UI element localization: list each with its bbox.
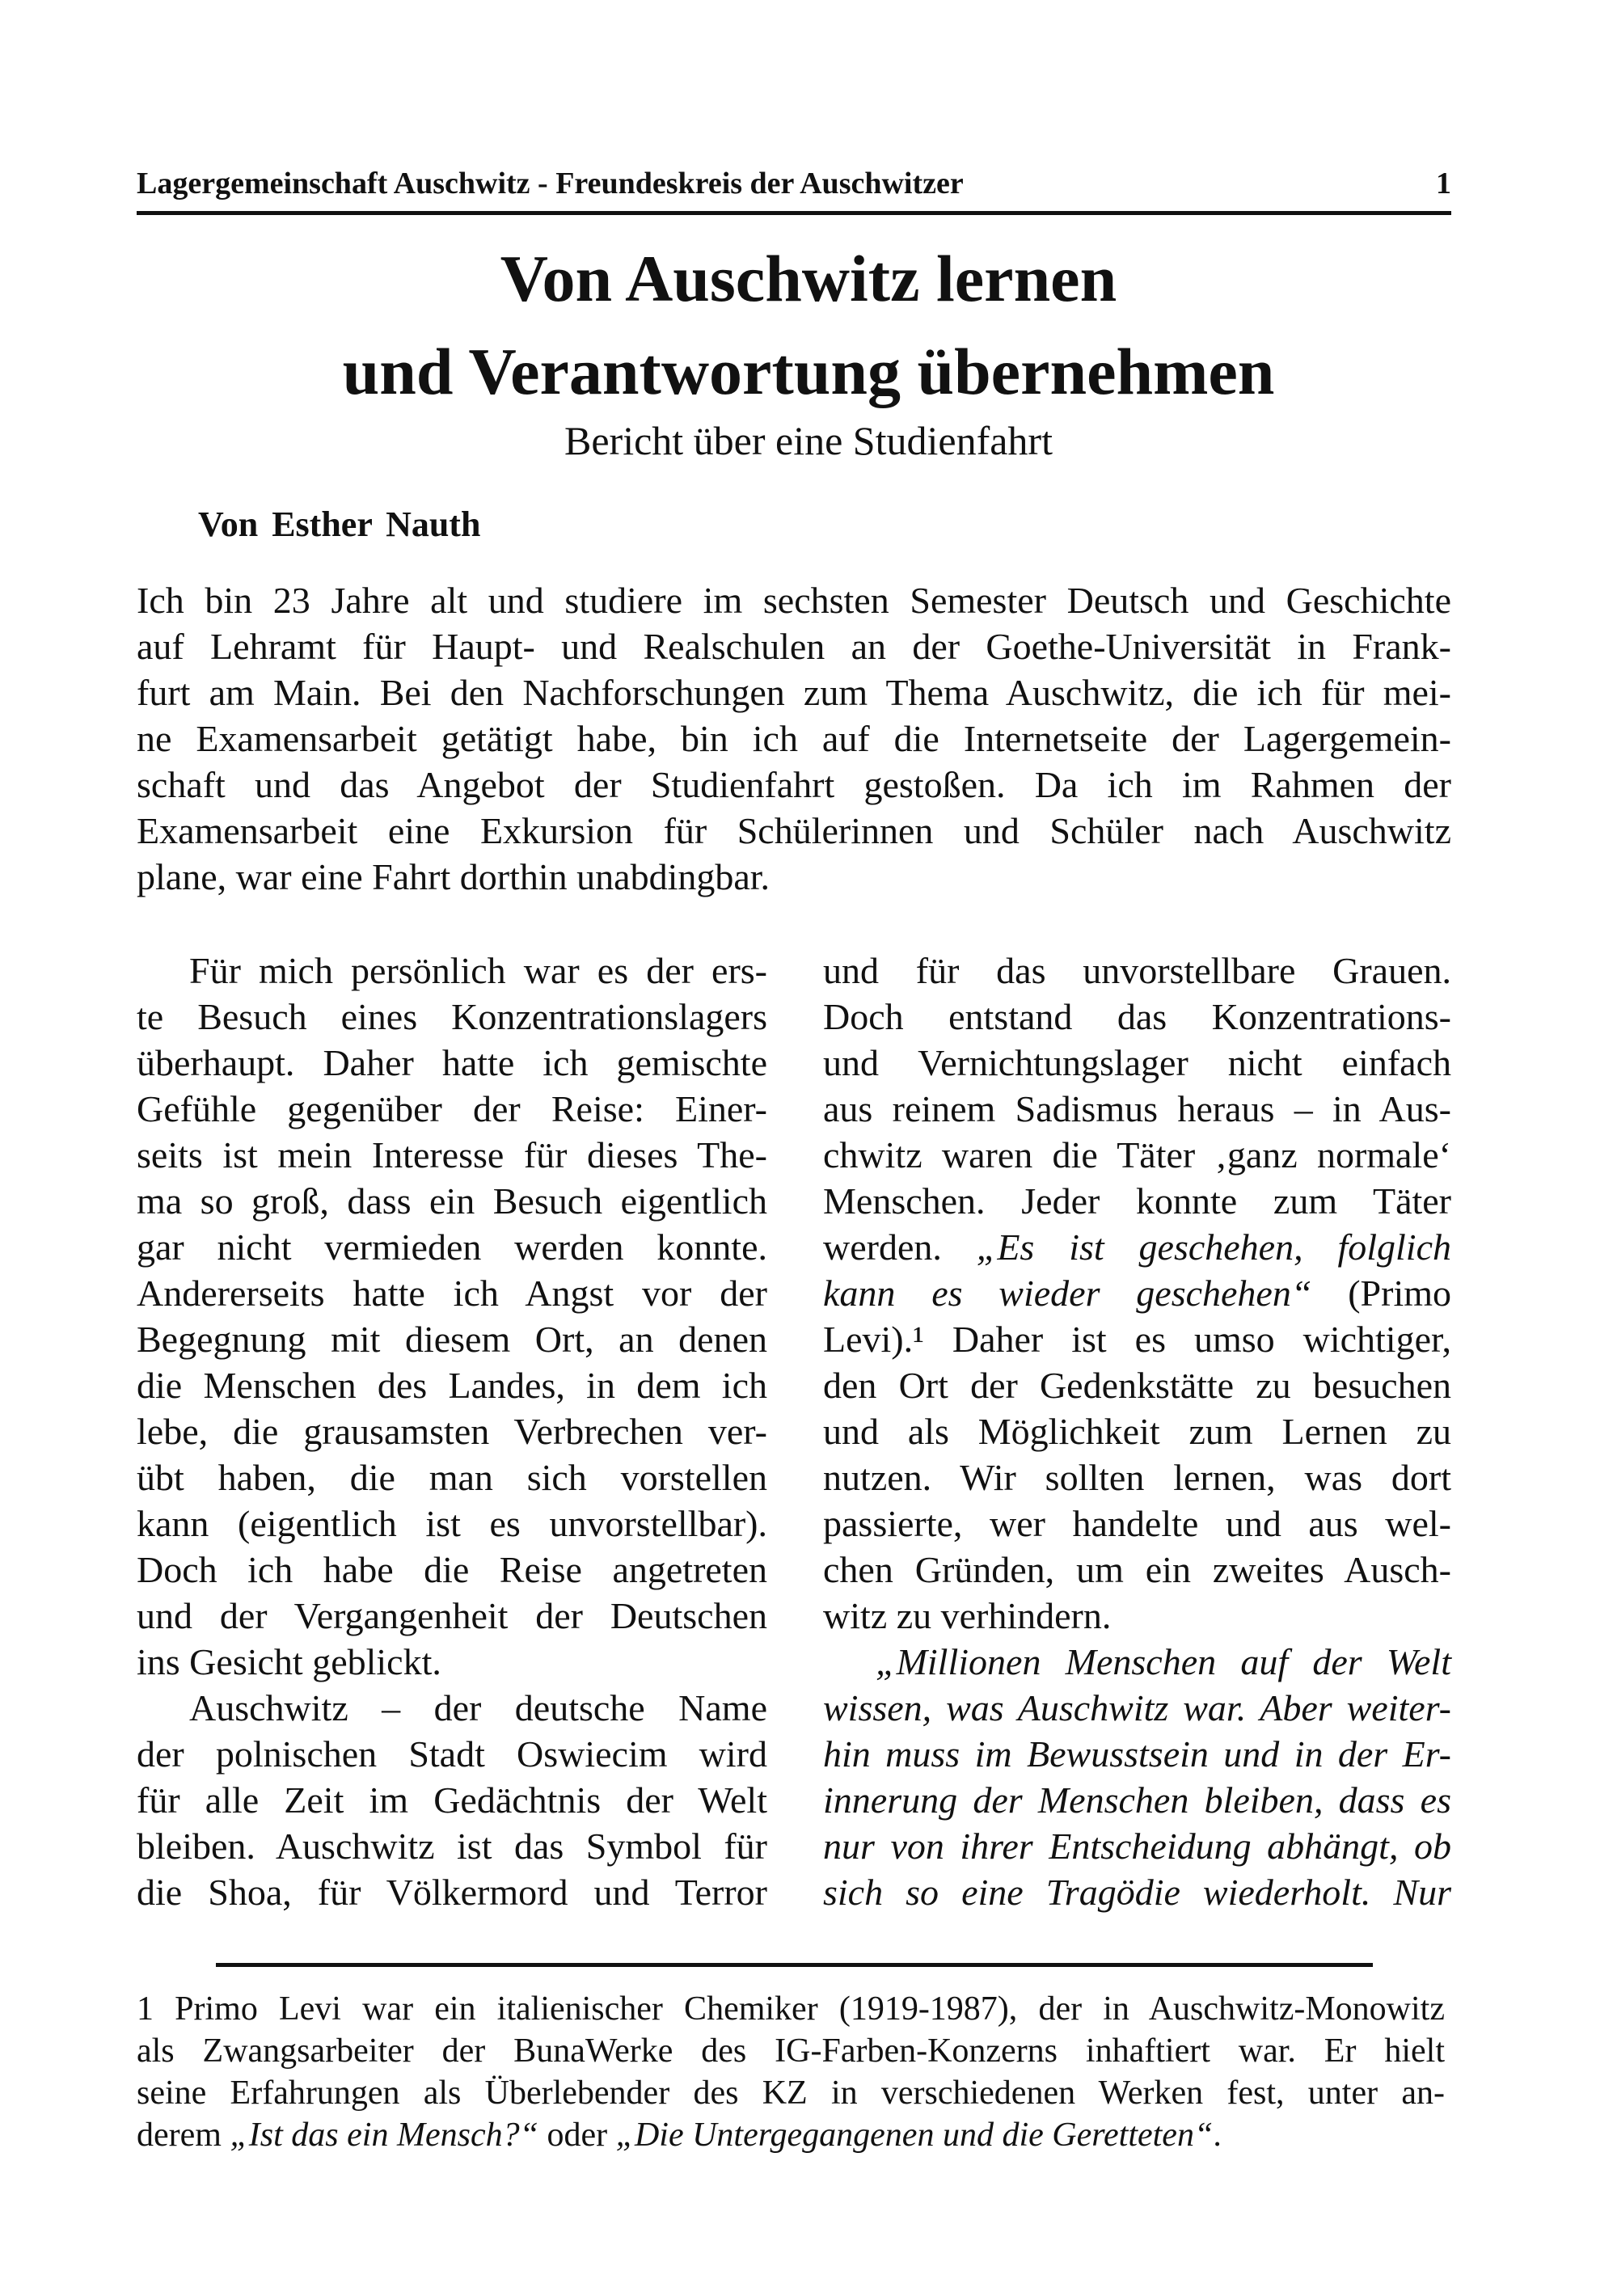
left-column	[137, 948, 767, 1915]
text-line	[823, 1224, 1451, 1270]
text-line	[137, 577, 1451, 623]
italic-text: sich so eine Tragödie wiederholt. Nur	[823, 1872, 1451, 1913]
text-line	[823, 1547, 1451, 1593]
text-segment: bleiben. Auschwitz ist das Symbol für	[137, 1825, 767, 1867]
article-title-line-2: und Verantwortung übernehmen	[342, 335, 1275, 408]
text-segment: (Primo	[1311, 1273, 1451, 1314]
text-line	[137, 1731, 767, 1777]
text-segment: plane, war eine Fahrt dorthin unabdingbar.	[137, 856, 771, 897]
text-segment: Levi).¹ Daher ist es umso wichtiger,	[823, 1319, 1451, 1360]
intro-paragraph	[137, 577, 1451, 900]
text-line	[137, 1454, 767, 1500]
text-line	[137, 669, 1451, 715]
text-segment: Gefühle gegenüber der Reise: Einer-	[137, 1088, 767, 1129]
text-line	[137, 948, 767, 994]
text-segment: Für mich persönlich war es der ers-	[189, 950, 767, 991]
text-line	[823, 1685, 1451, 1731]
text-line	[137, 2114, 1445, 2156]
text-line	[137, 1362, 767, 1408]
text-segment: Menschen. Jeder konnte zum Täter	[823, 1180, 1451, 1222]
text-line	[137, 2030, 1445, 2072]
text-segment: Auschwitz – der deutsche Name	[189, 1687, 767, 1728]
text-segment: lebe, die grausamsten Verbrechen ver-	[137, 1411, 767, 1452]
text-segment: den Ort der Gedenkstätte zu besuchen	[823, 1365, 1451, 1406]
text-line	[137, 854, 1451, 900]
text-segment: der polnischen Stadt Oswiecim wird	[137, 1733, 767, 1775]
text-line	[137, 1132, 767, 1178]
text-segment: überhaupt. Daher hatte ich gemischte	[137, 1042, 767, 1083]
text-line	[137, 623, 1451, 669]
italic-text: hin muss im Bewusstsein und in der Er-	[823, 1733, 1451, 1775]
text-line	[823, 994, 1451, 1040]
text-line	[137, 1988, 1445, 2030]
text-segment: Begegnung mit diesem Ort, an denen	[137, 1319, 767, 1360]
right-column	[823, 948, 1451, 1915]
text-segment: nutzen. Wir sollten lernen, was dort	[823, 1457, 1451, 1498]
italic-text: „Es ist geschehen, folglich	[976, 1226, 1452, 1268]
footnote	[137, 1988, 1445, 2156]
text-line	[137, 1685, 767, 1731]
running-header	[137, 165, 1451, 202]
text-line	[137, 1086, 767, 1132]
text-line	[823, 1040, 1451, 1086]
italic-text: „Ist das ein Mensch?“	[230, 2117, 538, 2154]
footnote-rule	[216, 1963, 1373, 1967]
text-line	[823, 1132, 1451, 1178]
text-line	[137, 1823, 767, 1869]
page-number: 1	[1436, 167, 1451, 200]
text-line	[823, 1777, 1451, 1823]
text-line	[823, 1593, 1451, 1639]
text-line	[823, 1869, 1451, 1915]
text-segment: ne Examensarbeit getätigt habe, bin ich auf die Internetseite der Lagergemein-	[137, 718, 1451, 759]
text-segment: übt haben, die man sich vorstellen	[137, 1457, 767, 1498]
text-segment: furt am Main. Bei den Nachforschungen zum Thema Auschwitz, die ich für mei-	[137, 672, 1451, 713]
text-line	[823, 1408, 1451, 1454]
running-title: Lagergemeinschaft Auschwitz - Freundeskreis der Auschwitzer	[137, 167, 964, 200]
italic-text: nur von ihrer Entscheidung abhängt, ob	[823, 1825, 1451, 1867]
text-line	[823, 1500, 1451, 1547]
text-line	[823, 1731, 1451, 1777]
text-line	[137, 1040, 767, 1086]
text-segment: schaft und das Angebot der Studienfahrt gestoßen. Da ich im Rahmen der	[137, 764, 1451, 805]
text-line	[137, 1869, 767, 1915]
text-segment: die Shoa, für Völkermord und Terror	[137, 1872, 767, 1913]
text-segment: ma so groß, dass ein Besuch eigentlich	[137, 1180, 767, 1222]
header-rule	[137, 211, 1451, 215]
text-segment: für alle Zeit im Gedächtnis der Welt	[137, 1779, 767, 1821]
text-segment: und der Vergangenheit der Deutschen	[137, 1595, 767, 1636]
italic-text: innerung der Menschen bleiben, dass es	[823, 1779, 1451, 1821]
text-segment: und Vernichtungslager nicht einfach	[823, 1042, 1451, 1083]
text-segment: Doch ich habe die Reise angetreten	[137, 1549, 767, 1590]
text-segment: chen Gründen, um ein zweites Ausch-	[823, 1549, 1451, 1590]
text-line	[137, 1178, 767, 1224]
text-segment: Examensarbeit eine Exkursion für Schülerinnen und Schüler nach Auschwitz	[137, 810, 1451, 851]
text-segment: .	[1213, 2117, 1222, 2154]
text-line	[137, 1316, 767, 1362]
text-line	[137, 1547, 767, 1593]
text-segment: seits ist mein Interesse für dieses The-	[137, 1134, 767, 1175]
text-line	[137, 1593, 767, 1639]
text-line	[137, 1408, 767, 1454]
text-segment: die Menschen des Landes, in dem ich	[137, 1365, 767, 1406]
text-segment: seine Erfahrungen als Überlebender des KZ in verschiedenen Werken fest, unter an-	[137, 2074, 1445, 2112]
text-segment: und für das unvorstellbare Grauen.	[823, 950, 1451, 991]
text-line	[137, 762, 1451, 808]
italic-text: wissen, was Auschwitz war. Aber weiter-	[823, 1687, 1451, 1728]
article-title-line-1: Von Auschwitz lernen	[500, 242, 1117, 315]
text-segment: te Besuch eines Konzentrationslagers	[137, 996, 767, 1037]
italic-text: kann es wieder geschehen“	[823, 1273, 1312, 1314]
text-segment: werden.	[823, 1226, 977, 1268]
text-line	[823, 1454, 1451, 1500]
text-line	[137, 715, 1451, 762]
text-segment: oder	[538, 2117, 616, 2154]
text-line	[823, 1270, 1451, 1316]
text-line	[823, 948, 1451, 994]
text-segment: und als Möglichkeit zum Lernen zu	[823, 1411, 1451, 1452]
text-line	[823, 1823, 1451, 1869]
text-segment: derem	[137, 2117, 230, 2154]
text-line	[137, 1224, 767, 1270]
text-segment: ins Gesicht geblickt.	[137, 1641, 441, 1682]
text-segment: gar nicht vermieden werden konnte.	[137, 1226, 767, 1268]
text-segment: Doch entstand das Konzentrations-	[823, 996, 1451, 1037]
text-segment: als Zwangsarbeiter der BunaWerke des IG-Farben-Konzerns inhaftiert war. Er hielt	[137, 2032, 1445, 2070]
text-segment: aus reinem Sadismus heraus – in Aus-	[823, 1088, 1451, 1129]
text-line	[137, 2072, 1445, 2114]
text-line	[137, 994, 767, 1040]
text-line	[137, 1500, 767, 1547]
text-line	[823, 1178, 1451, 1224]
text-segment: Ich bin 23 Jahre alt und studiere im sechsten Semester Deutsch und Geschichte	[137, 580, 1451, 621]
text-segment: 1 Primo Levi war ein italienischer Chemiker (1919-1987), der in Auschwitz-Monowitz	[137, 1990, 1445, 2028]
text-segment: passierte, wer handelte und aus wel-	[823, 1503, 1451, 1544]
text-segment: witz zu verhindern.	[823, 1595, 1112, 1636]
article-subtitle: Bericht über eine Studienfahrt	[564, 418, 1053, 463]
byline: Von Esther Nauth	[198, 504, 481, 544]
text-segment: auf Lehramt für Haupt- und Realschulen an der Goethe-Universität in Frank-	[137, 626, 1451, 667]
italic-text: „Die Untergegangenen und die Geretteten“	[615, 2117, 1214, 2154]
text-line	[823, 1639, 1451, 1685]
text-line	[137, 1639, 767, 1685]
text-line	[823, 1362, 1451, 1408]
text-segment: Andererseits hatte ich Angst vor der	[137, 1273, 767, 1314]
text-segment: kann (eigentlich ist es unvorstellbar).	[137, 1503, 767, 1544]
text-line	[137, 1270, 767, 1316]
text-segment: chwitz waren die Täter ‚ganz normale‘	[823, 1134, 1451, 1175]
text-line	[823, 1086, 1451, 1132]
italic-text: „Millionen Menschen auf der Welt	[876, 1641, 1451, 1682]
text-line	[137, 808, 1451, 854]
text-line	[823, 1316, 1451, 1362]
text-line	[137, 1777, 767, 1823]
